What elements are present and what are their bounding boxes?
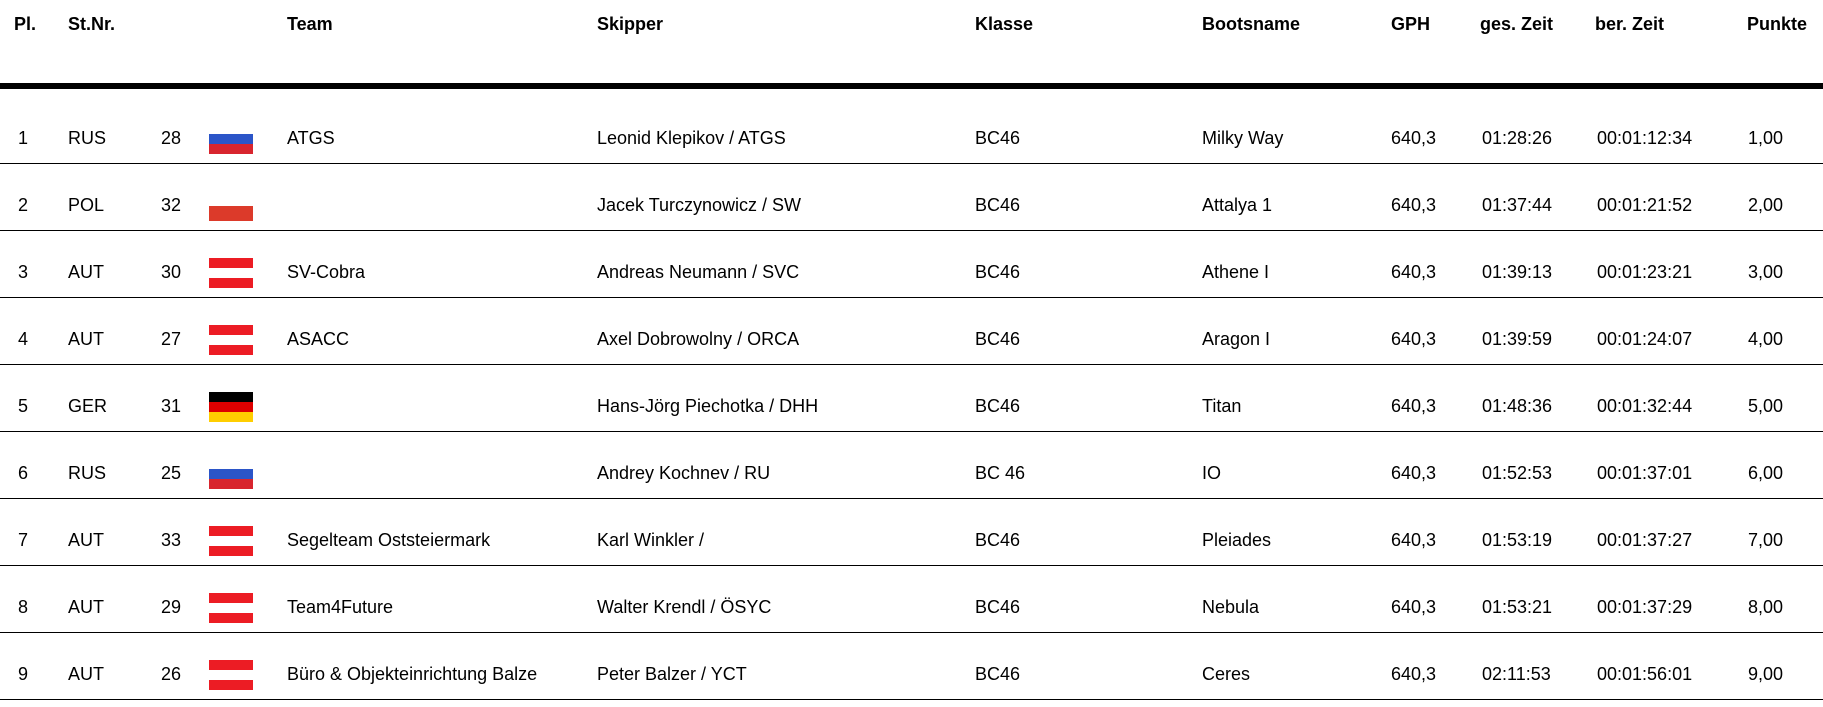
country-cell: POL <box>68 195 105 215</box>
place-cell: 9 <box>18 664 29 684</box>
ges-zeit-cell: 01:53:21 <box>1482 597 1553 617</box>
team-cell: SV-Cobra <box>287 262 366 282</box>
table-row <box>0 306 1823 372</box>
start-number-cell: 25 <box>161 463 182 483</box>
klasse-cell: BC46 <box>975 195 1021 215</box>
gph-cell: 640,3 <box>1391 530 1437 550</box>
austria-flag-icon <box>209 258 253 288</box>
header-ber-zeit: ber. Zeit <box>1595 14 1665 34</box>
skipper-cell: Jacek Turczynowicz / SW <box>597 195 802 215</box>
klasse-cell: BC46 <box>975 262 1021 282</box>
team-cell: ASACC <box>287 329 350 349</box>
ges-zeit-cell: 01:39:13 <box>1482 262 1553 282</box>
country-cell: AUT <box>68 664 104 684</box>
header-punkte: Punkte <box>1747 14 1808 34</box>
klasse-cell: BC46 <box>975 597 1021 617</box>
row-divider <box>0 498 1823 499</box>
skipper-cell: Leonid Klepikov / ATGS <box>597 128 786 148</box>
bootsname-cell: IO <box>1202 463 1222 483</box>
start-number-cell: 32 <box>161 195 182 215</box>
punkte-cell: 8,00 <box>1748 597 1784 617</box>
row-divider <box>0 364 1823 365</box>
ber-zeit-cell: 00:01:21:52 <box>1597 195 1693 215</box>
ges-zeit-cell: 01:52:53 <box>1482 463 1553 483</box>
skipper-cell: Peter Balzer / YCT <box>597 664 747 684</box>
klasse-cell: BC 46 <box>975 463 1026 483</box>
skipper-cell: Andreas Neumann / SVC <box>597 262 800 282</box>
row-divider <box>0 632 1823 633</box>
ges-zeit-cell: 01:48:36 <box>1482 396 1553 416</box>
ges-zeit-cell: 02:11:53 <box>1482 664 1551 684</box>
team-cell: ATGS <box>287 128 335 148</box>
ber-zeit-cell: 00:01:37:01 <box>1597 463 1693 483</box>
country-cell: AUT <box>68 329 104 349</box>
ber-zeit-cell: 00:01:23:21 <box>1597 262 1693 282</box>
table-row <box>0 574 1823 640</box>
results-table-header <box>0 0 1823 48</box>
row-divider <box>0 163 1823 164</box>
austria-flag-icon <box>209 593 253 623</box>
russia-flag-icon <box>209 124 253 154</box>
skipper-cell: Karl Winkler / <box>597 530 705 550</box>
country-cell: GER <box>68 396 108 416</box>
table-row <box>0 239 1823 305</box>
header-divider <box>0 83 1823 89</box>
bootsname-cell: Milky Way <box>1202 128 1284 148</box>
gph-cell: 640,3 <box>1391 463 1437 483</box>
klasse-cell: BC46 <box>975 396 1021 416</box>
row-divider <box>0 699 1823 700</box>
austria-flag-icon <box>209 660 253 690</box>
country-cell: AUT <box>68 262 104 282</box>
start-number-cell: 33 <box>161 530 182 550</box>
bootsname-cell: Athene I <box>1202 262 1270 282</box>
klasse-cell: BC46 <box>975 128 1021 148</box>
punkte-cell: 2,00 <box>1748 195 1784 215</box>
bootsname-cell: Attalya 1 <box>1202 195 1273 215</box>
place-cell: 6 <box>18 463 29 483</box>
austria-flag-icon <box>209 325 253 355</box>
team-cell: Büro & Objekteinrichtung Balze <box>287 664 538 684</box>
gph-cell: 640,3 <box>1391 329 1437 349</box>
header-gph: GPH <box>1391 14 1431 34</box>
place-cell: 7 <box>18 530 29 550</box>
gph-cell: 640,3 <box>1391 396 1437 416</box>
start-number-cell: 29 <box>161 597 182 617</box>
klasse-cell: BC46 <box>975 329 1021 349</box>
gph-cell: 640,3 <box>1391 664 1437 684</box>
ber-zeit-cell: 00:01:32:44 <box>1597 396 1693 416</box>
place-cell: 8 <box>18 597 29 617</box>
header-klasse: Klasse <box>975 14 1034 34</box>
poland-flag-icon <box>209 191 253 221</box>
header-place: Pl. <box>14 14 37 34</box>
table-row <box>0 507 1823 573</box>
punkte-cell: 3,00 <box>1748 262 1784 282</box>
gph-cell: 640,3 <box>1391 195 1437 215</box>
skipper-cell: Hans-Jörg Piechotka / DHH <box>597 396 819 416</box>
team-cell: Team4Future <box>287 597 394 617</box>
table-row <box>0 373 1823 439</box>
country-cell: RUS <box>68 463 107 483</box>
gph-cell: 640,3 <box>1391 128 1437 148</box>
bootsname-cell: Pleiades <box>1202 530 1272 550</box>
place-cell: 2 <box>18 195 29 215</box>
punkte-cell: 7,00 <box>1748 530 1784 550</box>
skipper-cell: Andrey Kochnev / RU <box>597 463 771 483</box>
start-number-cell: 26 <box>161 664 182 684</box>
punkte-cell: 4,00 <box>1748 329 1784 349</box>
row-divider <box>0 431 1823 432</box>
ber-zeit-cell: 00:01:37:27 <box>1597 530 1693 550</box>
gph-cell: 640,3 <box>1391 262 1437 282</box>
bootsname-cell: Ceres <box>1202 664 1251 684</box>
header-team: Team <box>287 14 333 34</box>
russia-flag-icon <box>209 459 253 489</box>
bootsname-cell: Titan <box>1202 396 1242 416</box>
ber-zeit-cell: 00:01:56:01 <box>1597 664 1693 684</box>
start-number-cell: 28 <box>161 128 182 148</box>
skipper-cell: Walter Krendl / ÖSYC <box>597 597 772 617</box>
header-start-number: St.Nr. <box>68 14 116 34</box>
ges-zeit-cell: 01:39:59 <box>1482 329 1553 349</box>
row-divider <box>0 297 1823 298</box>
gph-cell: 640,3 <box>1391 597 1437 617</box>
place-cell: 3 <box>18 262 29 282</box>
place-cell: 1 <box>18 128 29 148</box>
klasse-cell: BC46 <box>975 530 1021 550</box>
start-number-cell: 27 <box>161 329 182 349</box>
header-ges-zeit: ges. Zeit <box>1480 14 1554 34</box>
table-row <box>0 440 1823 506</box>
team-cell: Segelteam Oststeiermark <box>287 530 491 550</box>
ges-zeit-cell: 01:53:19 <box>1482 530 1553 550</box>
ges-zeit-cell: 01:28:26 <box>1482 128 1553 148</box>
ber-zeit-cell: 00:01:37:29 <box>1597 597 1693 617</box>
header-bootsname: Bootsname <box>1202 14 1301 34</box>
country-cell: AUT <box>68 530 104 550</box>
ber-zeit-cell: 00:01:12:34 <box>1597 128 1693 148</box>
start-number-cell: 31 <box>161 396 182 416</box>
place-cell: 4 <box>18 329 29 349</box>
start-number-cell: 30 <box>161 262 182 282</box>
header-skipper: Skipper <box>597 14 664 34</box>
bootsname-cell: Aragon I <box>1202 329 1271 349</box>
germany-flag-icon <box>209 392 253 422</box>
country-cell: RUS <box>68 128 107 148</box>
country-cell: AUT <box>68 597 104 617</box>
place-cell: 5 <box>18 396 29 416</box>
table-row <box>0 172 1823 238</box>
row-divider <box>0 230 1823 231</box>
austria-flag-icon <box>209 526 253 556</box>
ber-zeit-cell: 00:01:24:07 <box>1597 329 1693 349</box>
table-row <box>0 641 1823 707</box>
skipper-cell: Axel Dobrowolny / ORCA <box>597 329 800 349</box>
ges-zeit-cell: 01:37:44 <box>1482 195 1553 215</box>
punkte-cell: 6,00 <box>1748 463 1784 483</box>
klasse-cell: BC46 <box>975 664 1021 684</box>
punkte-cell: 5,00 <box>1748 396 1784 416</box>
punkte-cell: 9,00 <box>1748 664 1784 684</box>
row-divider <box>0 565 1823 566</box>
punkte-cell: 1,00 <box>1748 128 1784 148</box>
table-row <box>0 105 1823 171</box>
bootsname-cell: Nebula <box>1202 597 1260 617</box>
